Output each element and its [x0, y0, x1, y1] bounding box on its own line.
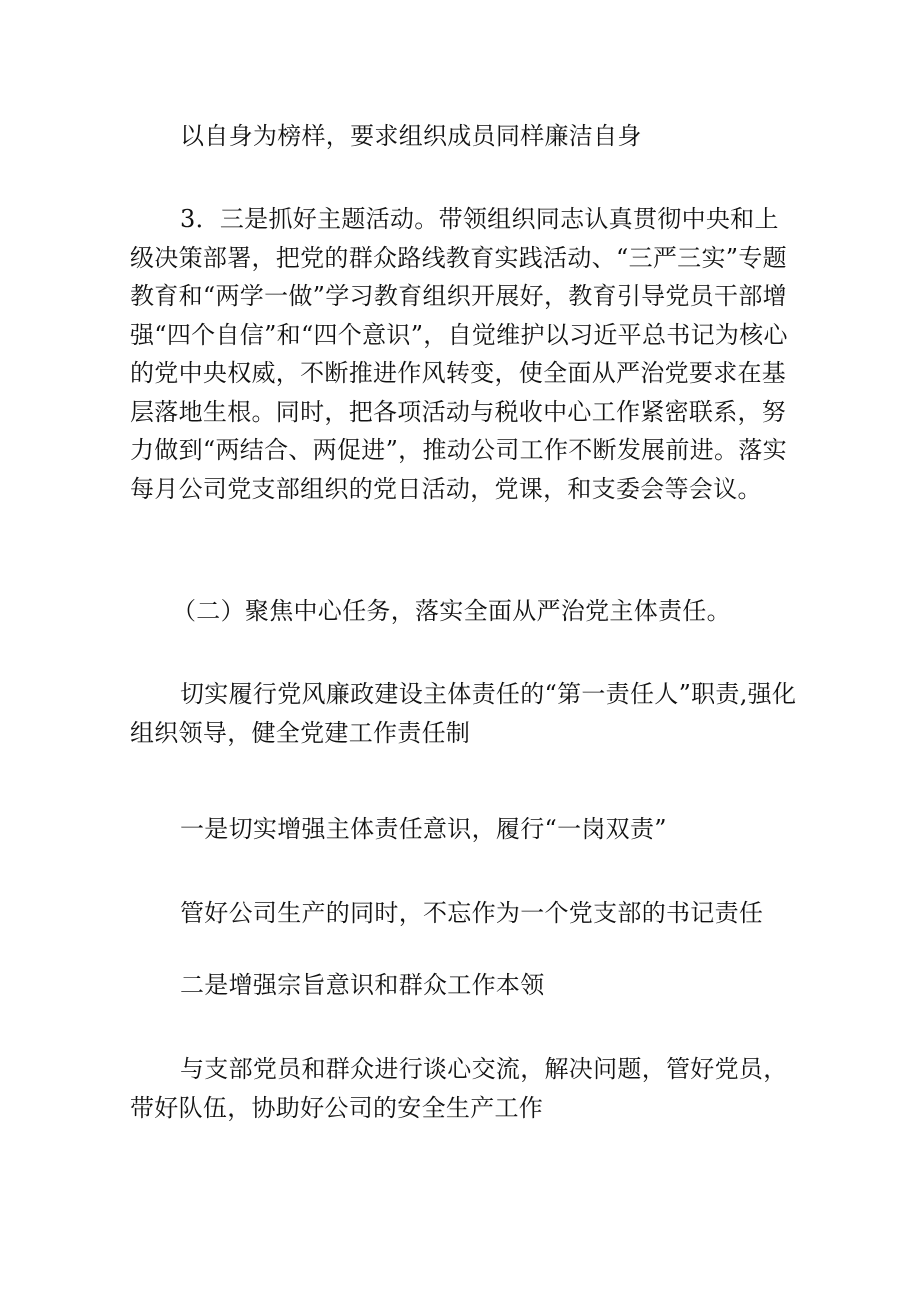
paragraph-heart-to-heart-talks: 与支部党员和群众进行谈心交流，解决问题，管好党员，带好队伍，协助好公司的安全生产工作 [130, 1055, 788, 1122]
paragraph-production-management: 管好公司生产的同时，不忘作为一个党支部的书记责任 [180, 899, 764, 927]
paragraph-responsibility-awareness: 一是切实增强主体责任意识，履行“一岗双责” [180, 815, 667, 843]
paragraph-purpose-awareness: 二是增强宗旨意识和群众工作本领 [180, 971, 545, 999]
paragraph-integrity-example: 以自身为榜样，要求组织成员同样廉洁自身 [180, 122, 642, 150]
paragraph-theme-activities: 3．三是抓好主题活动。带领组织同志认真贯彻中央和上级决策部署，把党的群众路线教育实践活动、“三严三实”专题教育和“两学一做”学习教育组织开展好，教育引导党员干部增强“四个自信”和“四个意识”，自觉维护以习近平总书记为核心的党中央权威，不断推进作风转变，使全面从严治党要求在基层落地生根。同时，把各项活动与税收中心工作紧密联系，努力做到“两结合、两促进”，推动公司工作不断发展前进。落实每月公司党支部组织的党日活动，党课，和支委会等会议。 [130, 205, 788, 503]
section-heading-central-tasks: （二）聚焦中心任务，落实全面从严治党主体责任。 [172, 597, 731, 625]
paragraph-first-responsible-person: 切实履行党风廉政建设主体责任的“第一责任人”职责,强化组织领导，健全党建工作责任制 [130, 680, 797, 747]
